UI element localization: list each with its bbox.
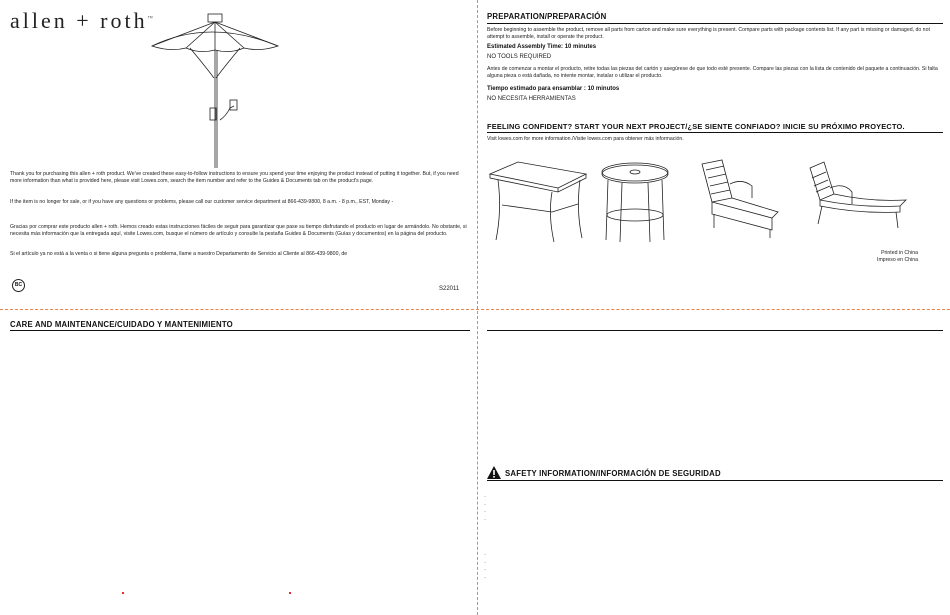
care-title: CARE AND MAINTENANCE/CUIDADO Y MANTENIMIENTO xyxy=(10,320,233,329)
product-code: S22011 xyxy=(439,286,460,292)
fold-line-horizontal xyxy=(0,309,950,310)
table-round-illustration xyxy=(600,160,670,245)
right-panel-rule xyxy=(487,330,943,331)
tools-es: NO NECESITA HERRAMIENTAS xyxy=(487,96,576,102)
service-paragraph-es: Si el artículo ya no está a la venta o si tiene alguna pregunta o problema, llame a nuestro Departamento de Servicio al Cliente al 866-439-9800, de xyxy=(10,251,348,257)
assembly-time-en: Estimated Assembly Time: 10 minutes xyxy=(487,44,597,50)
preparation-body-en: Before beginning to assemble the product, remove all parts from carton and make sure everything is present. Compare parts with package contents list. If any part is missing or damaged, do not attempt to assemble, install or operate the product. xyxy=(487,27,930,41)
safety-title: SAFETY INFORMATION/INFORMACIÓN DE SEGURIDAD xyxy=(505,469,721,478)
lounger-illustration xyxy=(692,158,782,243)
warning-icon xyxy=(487,466,501,479)
assembly-time-es: Tiempo estimado para ensamblar : 10 minutos xyxy=(487,86,620,92)
printed-in-china-es: Impreso en China xyxy=(877,257,918,263)
fold-line-vertical xyxy=(477,0,478,615)
bullet-list-1: · · · · xyxy=(484,494,486,523)
red-mark xyxy=(122,592,124,594)
thanks-paragraph-es: Gracias por comprar este producto allen + roth. Hemos creado estas instrucciones fáciles de seguir para garantizar que pase su tiempo disfrutando el producto en lugar de armándolo. No obstante, si necesita más información que la entregada aquí, visite Lowes.com, busque el número de artículo y consulte la pestaña Guides & Documents (Guías y documentos) en la página del producto. xyxy=(10,224,467,238)
bullet-list-2: · · · · xyxy=(484,552,486,581)
service-paragraph-en: If the item is no longer for sale, or if you have any questions or problems, please call our customer service department at 866-439-9800, 8 a.m. - 8 p.m., EST, Monday - xyxy=(10,199,394,205)
next-project-rule xyxy=(487,132,943,133)
next-project-title: FEELING CONFIDENT? START YOUR NEXT PROJECT/¿SE SIENTE CONFIADO? INICIE SU PRÓXIMO PROYECTO. xyxy=(487,122,905,131)
visit-lowes-text: Visit lowes.com for more information./Visite lowes.com para obtener más información. xyxy=(487,136,684,142)
umbrella-illustration xyxy=(150,8,280,168)
preparation-body-es: Antes de comenzar a montar el producto, retire todas las piezas del cartón y asegúrese de que todo esté presente. Compare las piezas con la lista de contenido del paquete a continuación. Si falta alguna pieza o está dañada, no intente montar, instalar o utilizar el producto. xyxy=(487,66,938,80)
printed-in-china-en: Printed in China xyxy=(881,250,918,256)
thanks-paragraph-en: Thank you for purchasing this allen + roth product. We've created these easy-to-follow instructions to ensure you spend your time enjoying the product instead of putting it together. But, if you need more information than what is provided here, please visit Lowes.com, search the item number and refer to the Guides & Documents tab on the product's page. xyxy=(10,171,459,185)
table-square-illustration xyxy=(488,160,588,245)
red-mark xyxy=(289,592,291,594)
safety-rule xyxy=(487,480,943,481)
chaise-illustration xyxy=(800,158,910,238)
bc-mark-text: BC xyxy=(14,282,23,288)
tools-en: NO TOOLS REQUIRED xyxy=(487,54,552,60)
bc-mark xyxy=(12,279,25,292)
preparation-rule xyxy=(487,23,943,24)
preparation-title: PREPARATION/PREPARACIÓN xyxy=(487,12,607,21)
care-rule xyxy=(10,330,470,331)
brand-logo: allen + roth™ xyxy=(10,8,153,33)
